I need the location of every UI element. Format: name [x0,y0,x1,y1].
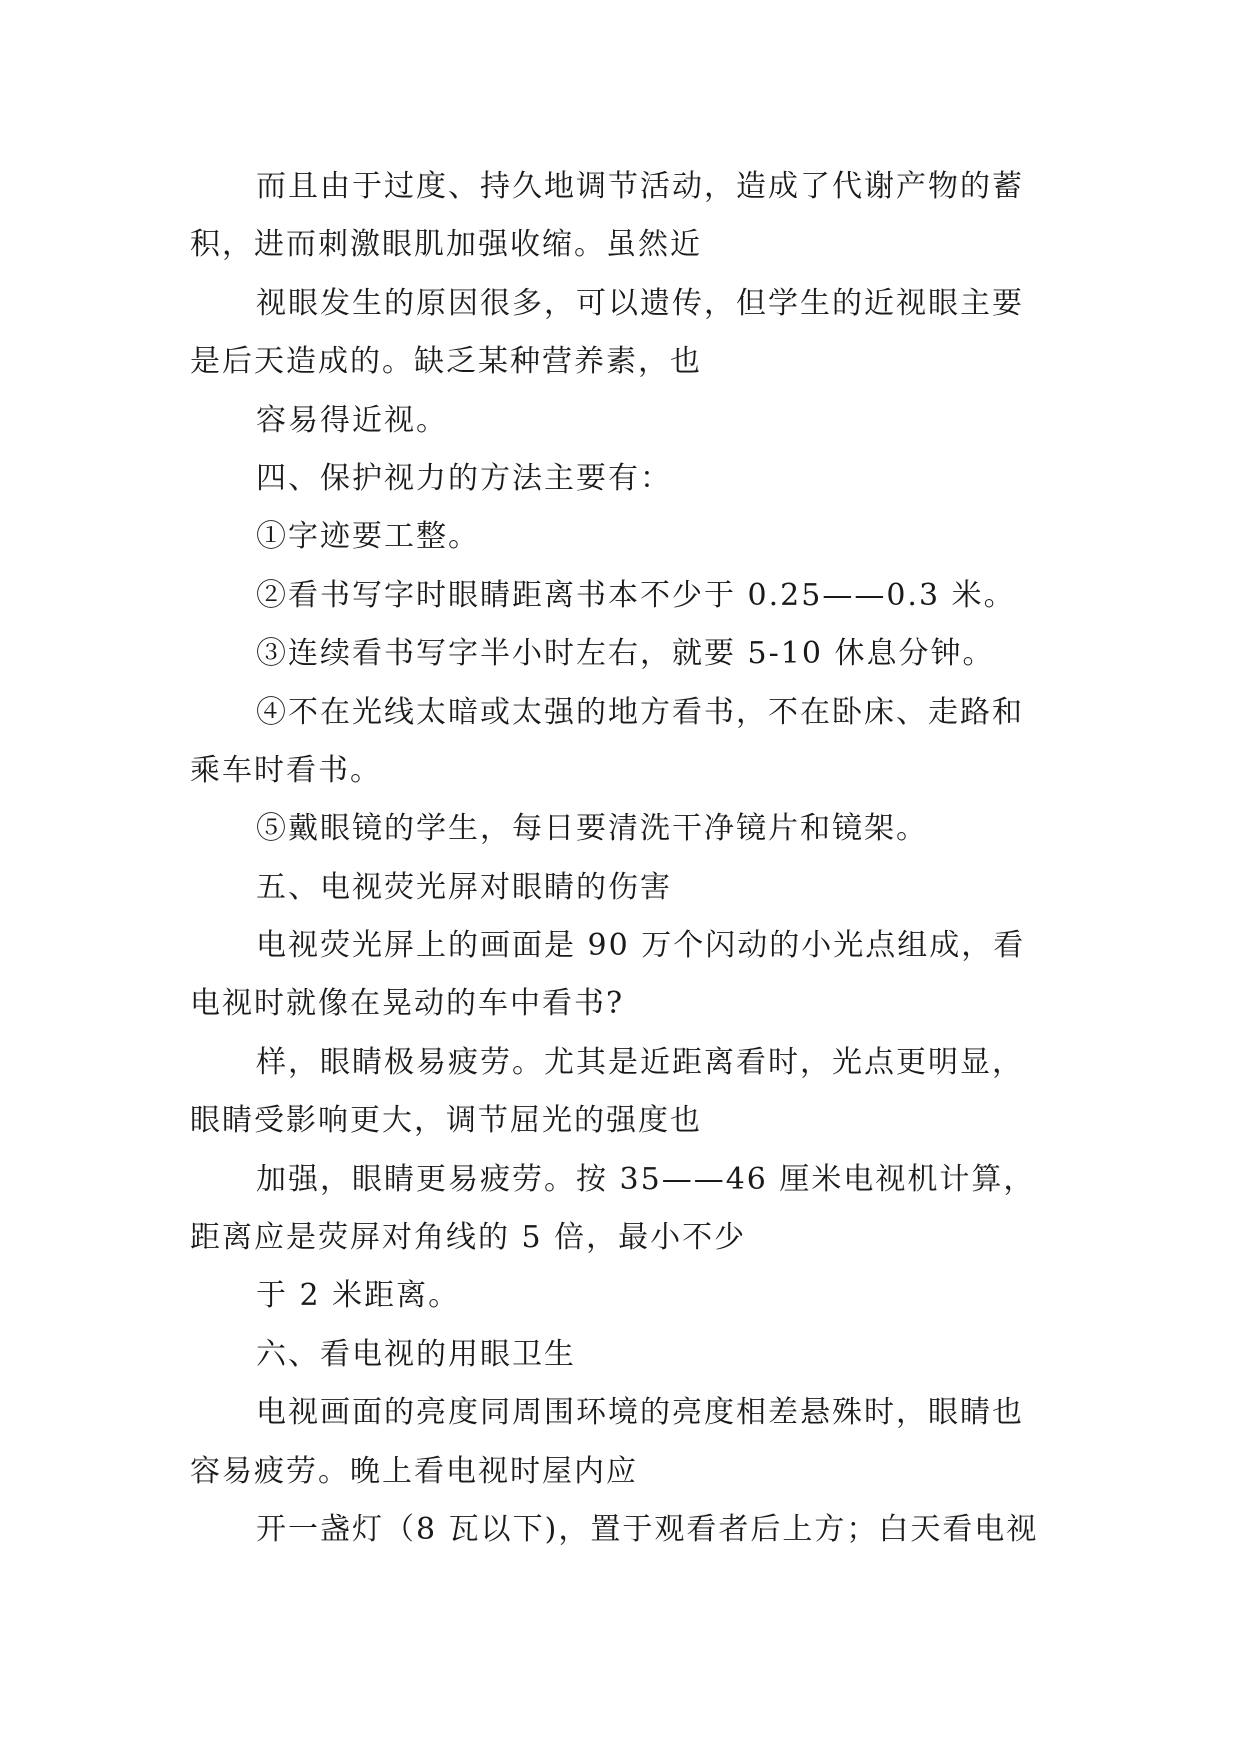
text-line: ⑤戴眼镜的学生，每日要清洗干净镜片和镜架。 [256,811,928,847]
text-line: 开一盏灯（8 瓦以下)，置于观看者后上方；白天看电视 [256,1511,1039,1547]
text-line: ①字迹要工整。 [256,519,480,555]
text-line: 眼睛受影响更大，调节屈光的强度也 [190,1103,702,1139]
text-line: ③连续看书写字半小时左右，就要 5-10 休息分钟。 [256,636,995,672]
text-line: 六、看电视的用眼卫生 [256,1336,576,1372]
text-line: ④不在光线太暗或太强的地方看书，不在卧床、走路和 [256,694,1024,730]
text-line: 四、保护视力的方法主要有： [256,460,672,496]
text-line: 积，进而刺激眼肌加强收缩。虽然近 [190,227,702,263]
text-line: 于 2 米距离。 [256,1278,461,1314]
text-line: 而且由于过度、持久地调节活动，造成了代谢产物的蓄 [256,169,1024,204]
text-line: 视眼发生的原因很多，可以遗传，但学生的近视眼主要 [256,285,1024,321]
text-line: 距离应是荧屏对角线的 5 倍，最小不少 [190,1220,747,1256]
text-line: ②看书写字时眼睛距离书本不少于 0.25——0.3 米。 [256,577,1016,613]
text-line: 电视荧光屏上的画面是 90 万个闪动的小光点组成，看 [256,928,1026,964]
text-line: 电视画面的亮度同周围环境的亮度相差悬殊时，眼睛也 [256,1395,1024,1431]
text-line: 是后天造成的。缺乏某种营养素，也 [190,344,702,380]
text-line: 容易得近视。 [256,402,448,438]
text-line: 容易疲劳。晚上看电视时屋内应 [190,1453,638,1489]
text-line: 加强，眼睛更易疲劳。按 35——46 厘米电视机计算， [256,1161,1036,1197]
text-line: 五、电视荧光屏对眼睛的伤害 [256,869,672,905]
text-line: 电视时就像在晃动的车中看书? [190,986,625,1022]
text-line: 乘车时看书。 [190,752,382,788]
text-line: 样，眼睛极易疲劳。尤其是近距离看时，光点更明显， [256,1044,1024,1080]
document-body [190,158,1060,1559]
